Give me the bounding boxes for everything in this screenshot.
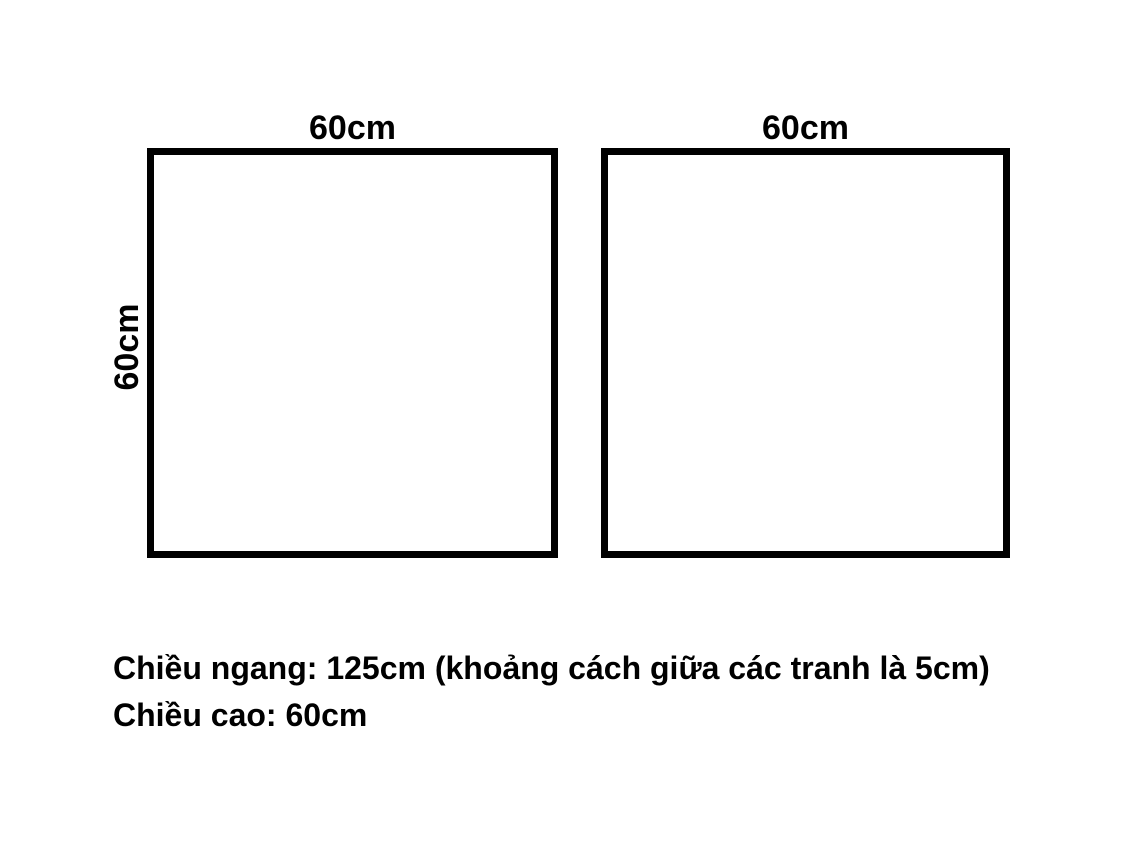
right-frame-width-label: 60cm <box>762 109 849 147</box>
caption-horizontal-dimension: Chiều ngang: 125cm (khoảng cách giữa các tranh là 5cm) <box>113 650 990 686</box>
right-frame-rectangle <box>601 148 1010 558</box>
left-frame-rectangle <box>147 148 558 558</box>
left-frame-height-label: 60cm <box>108 303 146 391</box>
caption-block <box>113 645 990 739</box>
left-frame-width-label: 60cm <box>309 109 396 147</box>
caption-vertical-dimension: Chiều cao: 60cm <box>113 697 368 733</box>
